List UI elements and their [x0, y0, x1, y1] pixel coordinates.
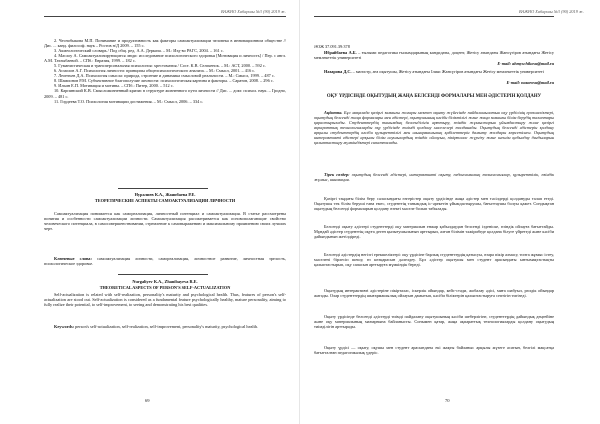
ru-abstract: Самоактуализация понимается как самореализация, личностный потенциал и самоактуализация. В статье рассмотрены понятия и особенности самоактуализации личности. Самоактуализация рассматривается как основополагающие свойство человеческого потенциала, в самосовершенствовании, стремление к самовыражению и максимальному проявлению своих лучших черт.	[44, 211, 286, 232]
author-1-name: Ибрайбаева А.Б.	[324, 50, 357, 55]
body-paragraph: Оқыту үрдісінде белсенді әдістерді тиімді пайдалану оқытушының кәсіби шеберлігіне, студенттердің дайындық деңгейіне және оқу материалының мазмұнына байланысты. Сонымен қатар, жаңа ақпараттық технологияларды қолдану оқытудың тиімділігін арттырады.	[314, 314, 554, 330]
keywords	[314, 172, 554, 182]
en-keywords	[44, 324, 286, 329]
keywords-label: Тірек сөздер:	[324, 172, 350, 177]
abstract-label: Аңдатпа.	[324, 110, 343, 115]
ru-article-authors: Нуралиев К.А., Жанибаева Р.Е.	[134, 192, 196, 197]
body-paragraph: Белсенді әдістердің негізгі ерекшеліктері: оқу үрдісіне барлық студенттердің қатысуы, өзара пікір алмасу, топта жұмыс істеу, мәселені бірлесіп шешу, өз көзқарасын дәлелдеу. Бұл әдістер оқытушы мен студент арасындағы ынтымақтастықты қалыптастырып, оқу сапасын арттыруға мүмкіндік береді.	[314, 252, 554, 268]
en-article-title: THEORETICAL ASPECTS OF PERSON'S SELF-ACTUALIZATION	[99, 285, 231, 290]
author-1-affiliation: – ғылыми педагогика ғылымдарының кандидаты, доцент, Жетісу атындағы Жансүгіров атындағы Жетісу мемлекеттік университеті	[314, 50, 554, 61]
reference-item: 11. Гордеева Т.О. Психология мотивации достижения. – М.: Смысл, 2006. – 334 с.	[54, 98, 204, 104]
udc-code: ӘОЖ 37.091.39:378	[314, 44, 350, 49]
running-head-left: ВАЖНО Хабаршы №3 (90) 2019 ж.	[220, 9, 286, 14]
right-page	[300, 0, 600, 424]
en-keywords-label: Keywords:	[54, 324, 75, 329]
author-2-affiliation: – магистр, аға оқытушы, Жетісу атындағы Ілияс Жансүгіров атындағы Жетісу мемлекеттік университеті	[351, 69, 544, 74]
body-paragraph: Оқыту үрдісі — оқыту, оқушы мен студент арасындағы екі жақты байланыс арқылы жүзеге асатын, белгілі мақсатқа бағытталған педагогикалық үдеріс.	[314, 345, 554, 356]
abstract-text: Бұл мақалада қазіргі заманғы жоғары мектеп оқыту жүйесінде пайдаланылатын оқу үрдісінің ерекшеліктері, оқытудың белсенді жаңа формалары мен әдістері, оқытушының кәсіби біліктілігі және жаңа заманғы білім берудің талаптары қарастырылады. Студенттердің танымдық белсенділігін арттыру, өзіндік жұмыстарын ұйымдастыру және қазіргі ақпараттық технологияларды оқу үрдісінде тиімді қолдану мәселелері талданады. Оқытудың белсенді әдістерін қолдану арқылы студенттердің кәсіби құзыреттілігі мен шығармашылық қабілеттерін дамыту жолдары көрсетілген. Оқытудың интерактивті әдістері арқылы білім алушылардың өзіндік ойлауын, пікірталас жүргізу және шешім қабылдау дағдыларын қалыптастыру мүмкіндіктері сипатталады.	[314, 110, 554, 146]
reference-item: 6. Асмолов А.Г. Психология личности: принципы общепсихологического анализа. – М.: Смысл, 2001. – 416 с.	[54, 68, 256, 74]
running-head-right: ВАЖНО Хабаршы №3 (90) 2019 ж.	[518, 9, 584, 14]
reference-item: 3. Акмеологический словарь / Под общ. ред. А.А. Деркача. – М.: Изд-во РАГС, 2004. – 161 с.	[54, 48, 224, 54]
body-paragraph: Белсенді оқыту әдістері студенттерді оқу материалын енжар қабылдаудан белсенді ізденіске, өзіндік ойлауға бағыттайды. Мұндай әдістер студенттің оқуға деген қызығушылығын арттырып, алған білімін тәжірибеде қолдана білуге үйретеді және кәсіби дайындығын жетілдіреді.	[314, 224, 554, 240]
section-divider	[118, 274, 208, 275]
body-paragraph: Қазіргі таңдағы білім беру саласындағы өзгерістер оқыту үрдісінде жаңа әдістер мен тәсілдерді қолдануды талап етеді. Оқытушы тек білім беруші ғана емес, студенттің танымдық іс-әрекетін ұйымдастырушы, бағыттаушы болуы қажет. Сондықтан оқытудың белсенді формаларын қолдану өзекті мәселе болып табылады.	[314, 196, 554, 212]
keywords-text: оқытудың белсенді әдістері, интерактивті оқыту, педагогикалық технологиялар, құзыреттілік, өзіндік жұмыс, инновация.	[314, 172, 554, 183]
article-title: ОҚУ ҮРДІСІНДЕ ОҚЫТУДЫҢ ЖАҢА БЕЛСЕНДІ ФОРМАЛАРЫ МЕН ӘДІСТЕРІН ҚОЛДАНУ	[326, 94, 542, 99]
ru-keywords-text: самоактуализация личности, самореализация, личностное развитие, личностная зрелость, психологическое здоровье.	[44, 256, 286, 267]
author-2-name: Назарова Д.С.	[324, 69, 352, 74]
reference-item: 5. Гуманистическая и трансперсональная психология: хрестоматия / Сост. К.В. Сельченок. – М.: АСТ, 2000. – 592 с.	[54, 63, 266, 69]
page-number-right: 70	[445, 398, 450, 403]
en-keywords-text: person's self-actualization, self-realization, self-improvement, personality's maturity, psychological health.	[74, 324, 259, 329]
en-article-authors: Nurgaliyev K.A., Zhanibayeva R.E.	[132, 279, 198, 284]
reference-item: 7. Леонтьев Д.А. Психология смысла: природа, строение и динамика смысловой реальности. – М.: Смысл, 1999. – 487 с.	[54, 73, 275, 79]
ru-keywords	[44, 256, 286, 266]
reference-item: 10. Карпинский К.В. Смысложизненный кризис в структуре жизненного пути личности // Дис. ... докт. психол. наук. – Гродно, 2009. – 481 с.	[44, 88, 286, 99]
reference-item: 2. Чеснобыкова М.П. Понимание и продуктивность как факторы самоактуализации человека в инновационном обществе // Дис. ... канд. философ. наук – Ростов н/Д 2009. – 155 с.	[44, 38, 286, 49]
reference-item: 9. Ильин Е.П. Мотивация и мотивы. – СПб.: Питер, 2000. – 512 с.	[54, 83, 174, 89]
author-1-email: E-mail: ahmyschikova@mail.ru	[497, 61, 554, 66]
header-rule-right	[314, 16, 554, 17]
body-paragraph: Оқытудың интерактивті әдістеріне пікірталас, іскерлік ойындар, кейс-стади, жобалау әдісі, миға шабуыл, рөлдік ойындар жатады. Олар студенттердің шығармашылық ойлауын дамытып, кәсіби біліктерін қалыптастыруға септігін тигізеді.	[314, 288, 554, 299]
reference-list	[44, 38, 286, 104]
page-number-left: 69	[145, 398, 150, 403]
author-1	[314, 50, 554, 60]
section-divider	[118, 188, 208, 189]
header-rule-left	[44, 16, 286, 17]
author-2-email: E-mail: nazarova@mail.ru	[506, 80, 554, 85]
en-abstract: Self-actualization is related with self-realization, personality's maturity and psychological health. Thus, features of person's self-actualization are stood out. Self-actualization is considered as a fundamental feature psychologically healthy, mature personality, aiming to fully realize their potential, to self-improvement, to seeing and demonstrating his best qualities.	[44, 292, 286, 308]
ru-keywords-label: Ключевые слова:	[54, 256, 92, 261]
reference-item: 8. Шамионов Р.М. Субъективное благополучие личности: психологическая картина и факторы. – Саратов, 2008. – 296 с.	[54, 78, 274, 84]
author-2	[314, 69, 554, 74]
ru-article-title: ТЕОРЕТИЧЕСКИЕ АСПЕКТЫ САМОАКТУАЛИЗАЦИИ ЛИЧНОСТИ	[94, 198, 236, 203]
reference-item: 4. Маслоу А. Самоактуализирующиеся люди: исследование психологического здоровья [Мотивация и личность] / Пер. с англ. А.М. Татлыбаевой. – СПб.: Евразия, 1999. – 182 с.	[44, 53, 286, 64]
abstract	[314, 110, 554, 145]
